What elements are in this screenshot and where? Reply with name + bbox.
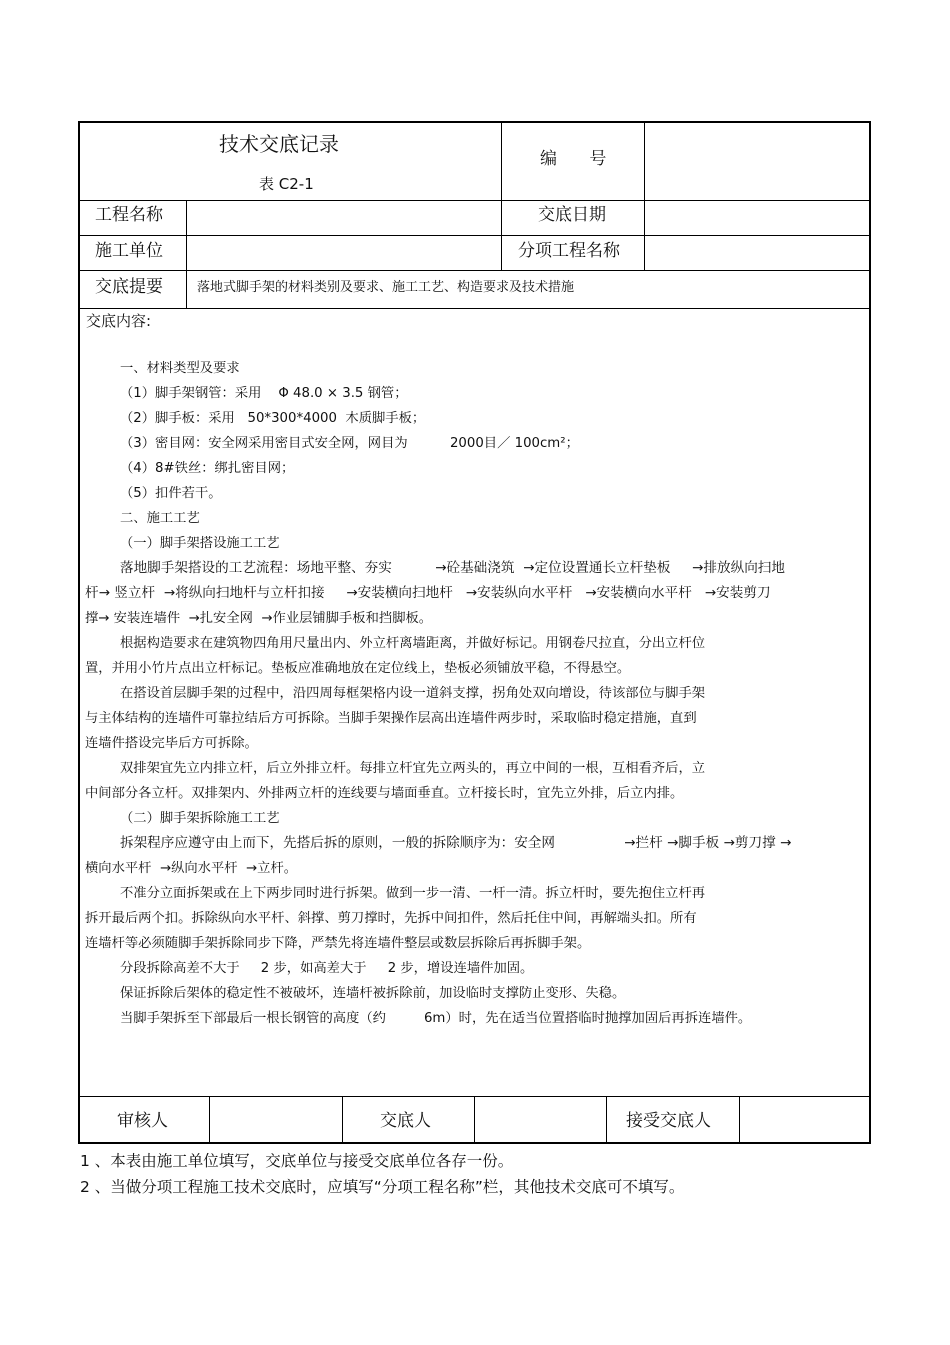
form-code: 表 C2-1 — [259, 175, 314, 193]
content-line: 二、施工工艺 — [120, 511, 200, 526]
content-line: （二）脚手架拆除施工工艺 — [120, 811, 280, 826]
row-divider — [79, 308, 870, 309]
content-label: 交底内容: — [86, 312, 152, 330]
row-divider — [79, 235, 870, 236]
content-line: 连墙杆等必须随脚手架拆除同步下降，严禁先将连墙件整层或数层拆除后再拆脚手架。 — [85, 936, 591, 951]
content-line: 与主体结构的连墙件可靠拉结后方可拆除。当脚手架操作层高出连墙件两步时，采取临时稳定措施，直到 — [85, 711, 697, 726]
col-divider — [739, 1096, 740, 1143]
col-divider — [186, 200, 187, 308]
col-divider — [474, 1096, 475, 1143]
row-divider — [79, 270, 870, 271]
content-line: 置，并用小竹片点出立杆标记。垫板应准确地放在定位线上，垫板必须铺放平稳，不得悬空。 — [85, 661, 631, 676]
content-line: 撑→ 安装连墙件 →扎安全网 →作业层铺脚手板和挡脚板。 — [85, 611, 433, 626]
footnote: 1 、本表由施工单位填写，交底单位与接受交底单位各存一份。 — [80, 1152, 514, 1170]
content-line: 保证拆除后架体的稳定性不被破坏，连墙杆被拆除前，加设临时支撑防止变形、失稳。 — [120, 986, 626, 1001]
content-line: 双排架宜先立内排立杆，后立外排立杆。每排立杆宜先立两头的，再立中间的一根，互相看齐后，立 — [120, 761, 706, 776]
col-divider — [209, 1096, 210, 1143]
row-divider — [79, 200, 870, 201]
discloser-label: 交底人 — [380, 1111, 431, 1131]
content-line: 杆→ 竖立杆 →将纵向扫地杆与立杆扣接 →安装横向扫地杆 →安装纵向水平杆 →安装横向水平杆 →安装剪刀 — [85, 585, 771, 601]
content-line: 不准分立面拆架或在上下两步同时进行拆架。做到一步一清、一杆一清。拆立杆时，要先抱住立杆再 — [120, 886, 706, 901]
content-line: （2）脚手板：采用 50*300*4000 木质脚手板； — [120, 411, 426, 426]
project-name-label: 工程名称 — [95, 205, 163, 225]
content-line: 横向水平杆 →纵向水平杆 →立杆。 — [85, 861, 298, 876]
subproject-name-label: 分项工程名称 — [518, 241, 620, 261]
reviewer-label: 审核人 — [117, 1111, 168, 1131]
footnote: 2 、当做分项工程施工技术交底时，应填写“分项工程名称”栏，其他技术交底可不填写。 — [80, 1178, 685, 1196]
content-line: 根据构造要求在建筑物四角用尺量出内、外立杆离墙距离，并做好标记。用钢卷尺拉直，分出立杆位 — [120, 636, 706, 651]
content-line: 在搭设首层脚手架的过程中，沿四周每框架格内设一道斜支撑，拐角处双向增设，待该部位与脚手架 — [120, 686, 706, 701]
col-divider — [501, 122, 502, 270]
content-line: 落地脚手架搭设的工艺流程：场地平整、夯实 →砼基础浇筑 →定位设置通长立杆垫板 →排放纵向扫地 — [120, 560, 785, 576]
content-line: 当脚手架拆至下部最后一根长钢管的高度（约 6m）时，先在适当位置搭临时抛撑加固后再拆连墙件。 — [120, 1011, 752, 1026]
receiver-label: 接受交底人 — [626, 1111, 711, 1131]
form-title: 技术交底记录 — [219, 132, 339, 156]
content-line: （5）扣件若干。 — [120, 486, 222, 501]
number-label: 编 号 — [540, 149, 607, 169]
construction-unit-label: 施工单位 — [95, 241, 163, 261]
content-line: 连墙件搭设完毕后方可拆除。 — [85, 736, 258, 751]
content-line: （一）脚手架搭设施工工艺 — [120, 536, 280, 551]
content-line: （4）8#铁丝：绑扎密目网； — [120, 461, 295, 476]
content-line: 拆开最后两个扣。拆除纵向水平杆、斜撑、剪刀撑时，先拆中间扣件，然后托住中间，再解端头扣。所有 — [85, 911, 697, 926]
summary-label: 交底提要 — [95, 277, 163, 297]
content-line: 分段拆除高差不大于 2 步，如高差大于 2 步，增设连墙件加固。 — [120, 961, 534, 976]
col-divider — [342, 1096, 343, 1143]
summary-value: 落地式脚手架的材料类别及要求、施工工艺、构造要求及技术措施 — [197, 280, 575, 295]
content-line: 拆架程序应遵守由上而下，先搭后拆的原则，一般的拆除顺序为：安全网 →拦杆 →脚手板 →剪刀撑 → — [120, 835, 792, 851]
content-line: （1）脚手架钢管：采用 Φ 48.0 × 3.5 钢管； — [120, 386, 408, 401]
col-divider — [606, 1096, 607, 1143]
col-divider — [644, 122, 645, 270]
content-line: 一、材料类型及要求 — [120, 361, 240, 376]
disclosure-date-label: 交底日期 — [538, 205, 606, 225]
content-line: （3）密目网：安全网采用密目式安全网，网目为 2000目／ 100cm²； — [120, 436, 579, 451]
content-line: 中间部分各立杆。双排架内、外排两立杆的连线要与墙面垂直。立杆接长时，宜先立外排，后立内排。 — [85, 786, 684, 801]
